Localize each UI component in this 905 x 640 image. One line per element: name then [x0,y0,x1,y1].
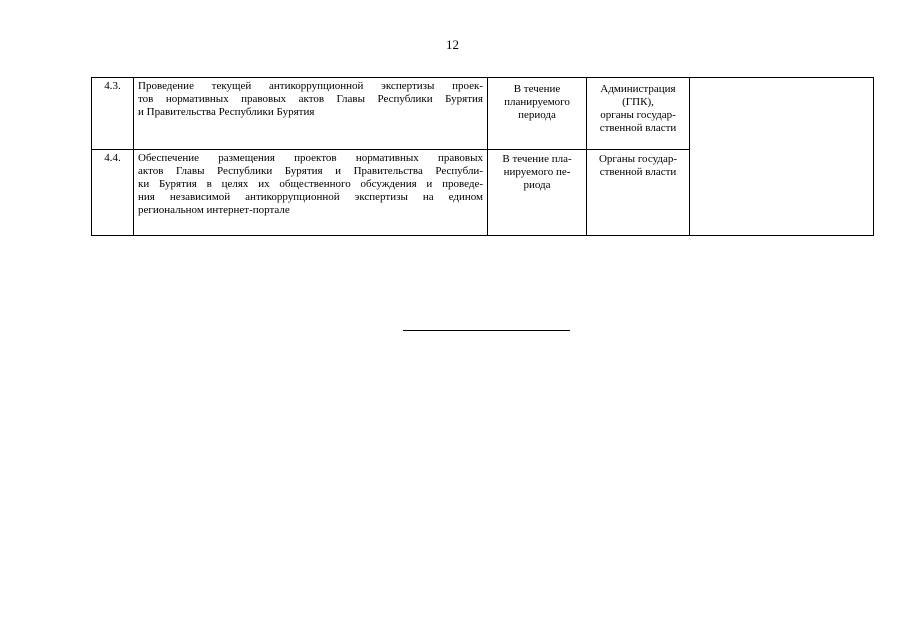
measure-description-cell [134,150,488,236]
period-line: планируемого [504,96,570,108]
period-line: риода [523,179,551,191]
period-line: периода [518,109,556,121]
responsible-line: ственной власти [599,122,677,134]
end-of-document-rule [403,330,570,331]
period-line: нируемого пе- [503,166,571,178]
description-line: тов нормативных правовых актов Главы Республики Бурятия [138,93,483,105]
responsible-cell [587,78,690,150]
description-line: Обеспечение размещения проектов нормативных правовых [138,152,483,164]
period-cell [488,150,587,236]
page-number: 12 [446,37,459,52]
description-line: ки Бурятия в целях их общественного обсуждения и проведе- [138,178,483,190]
description-line: и Правительства Республики Бурятия [138,106,315,118]
row-number-cell: 4.3. [92,78,134,150]
responsible-line: Органы государ- [598,153,678,165]
period-line: В течение [513,83,561,95]
responsible-line: органы государ- [600,109,676,121]
measure-description-cell [134,78,488,150]
description-line: региональном интернет-портале [138,204,290,216]
description-line: Проведение текущей антикоррупционной экспертизы проек- [138,80,483,92]
description-line: ния независимой антикоррупционной экспертизы на едином [138,191,483,203]
row-number-cell: 4.4. [92,150,134,236]
notes-cell [690,78,874,236]
responsible-line: ственной власти [599,166,677,178]
table-row [92,78,874,150]
period-line: В течение пла- [502,153,572,165]
period-cell [488,78,587,150]
responsible-line: Администрация [600,83,676,95]
description-line: актов Главы Республики Бурятия и Правительства Республи- [138,165,483,177]
responsible-cell [587,150,690,236]
responsible-line: (ГПК), [622,96,654,108]
measures-table [91,77,874,236]
